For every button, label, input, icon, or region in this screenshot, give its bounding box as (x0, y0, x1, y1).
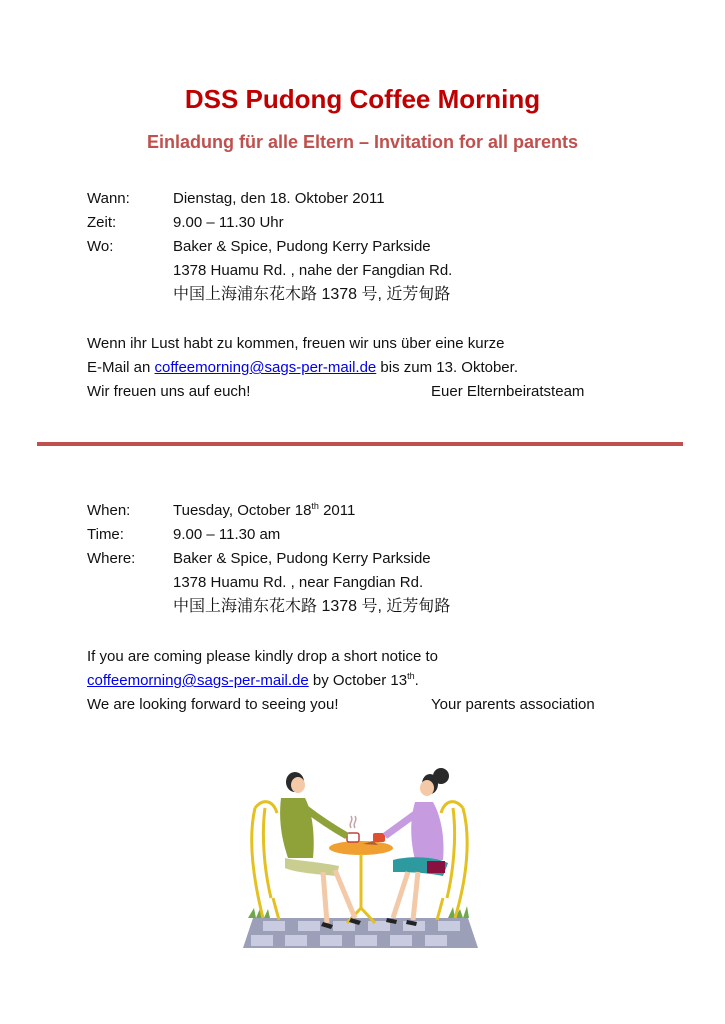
english-para-end: . (414, 672, 419, 689)
german-para-line3: Wir freuen uns auf euch! (87, 383, 251, 400)
german-where-row (87, 237, 431, 257)
german-when-label: Wann: (87, 190, 130, 207)
english-where-label: Where: (87, 550, 136, 567)
english-when-row (87, 501, 355, 521)
german-where-row-2 (87, 261, 452, 281)
english-when-suffix: 2011 (318, 502, 356, 519)
english-when-value (173, 502, 355, 519)
german-where-line3: 中国上海浦东花木路 1378 号, 近芳甸路 (173, 286, 451, 303)
german-para-line2 (87, 358, 518, 378)
english-signature: Your parents association (431, 696, 595, 713)
english-para-mid: by October 13 (308, 672, 408, 689)
english-where-row-2 (87, 573, 423, 593)
english-para-line3: We are looking forward to seeing you! (87, 696, 339, 713)
german-para-suffix: bis zum 13. Oktober. (376, 359, 518, 376)
section-divider (37, 442, 683, 446)
german-email-link[interactable]: coffeemorning@sags-per-mail.de (154, 359, 377, 376)
coffee-illustration (243, 768, 478, 950)
english-para-line2 (87, 671, 419, 691)
page-subtitle: Einladung für alle Eltern – Invitation for all parents (146, 132, 579, 152)
german-para-prefix: E-Mail an (87, 359, 155, 376)
english-time-value: 9.00 – 11.30 am (173, 526, 281, 543)
left-chair-icon (252, 802, 279, 920)
german-signature: Euer Elternbeiratsteam (431, 383, 585, 400)
german-where-label: Wo: (87, 238, 114, 255)
english-time-row (87, 525, 280, 545)
english-where-row (87, 549, 431, 569)
english-time-label: Time: (87, 526, 124, 543)
english-when-label: When: (87, 502, 131, 519)
english-when-prefix: Tuesday, October 18 (173, 502, 312, 519)
english-para-line1: If you are coming please kindly drop a short notice to (87, 648, 439, 665)
german-time-value: 9.00 – 11.30 Uhr (173, 214, 284, 231)
german-where-line2: 1378 Huamu Rd. , nahe der Fangdian Rd. (173, 262, 453, 279)
german-para-line1: Wenn ihr Lust habt zu kommen, freuen wir uns über eine kurze (87, 335, 505, 352)
german-when-row (87, 189, 385, 209)
english-where-row-3 (87, 597, 450, 617)
english-para-sup: th (407, 671, 415, 681)
english-where-line2: 1378 Huamu Rd. , near Fangdian Rd. (173, 574, 424, 591)
english-where-line1: Baker & Spice, Pudong Kerry Parkside (173, 550, 431, 567)
german-time-row (87, 213, 284, 233)
german-time-label: Zeit: (87, 214, 117, 231)
german-where-row-3 (87, 285, 450, 305)
coffee-cup-icon (347, 816, 385, 845)
woman-right-icon (385, 768, 449, 926)
german-where-line1: Baker & Spice, Pudong Kerry Parkside (173, 238, 431, 255)
english-where-line3: 中国上海浦东花木路 1378 号, 近芳甸路 (173, 598, 451, 615)
page-title: DSS Pudong Coffee Morning (184, 84, 541, 114)
english-email-link[interactable]: coffeemorning@sags-per-mail.de (87, 672, 309, 689)
english-when-sup: th (311, 501, 319, 511)
german-when-value: Dienstag, den 18. Oktober 2011 (173, 190, 385, 207)
